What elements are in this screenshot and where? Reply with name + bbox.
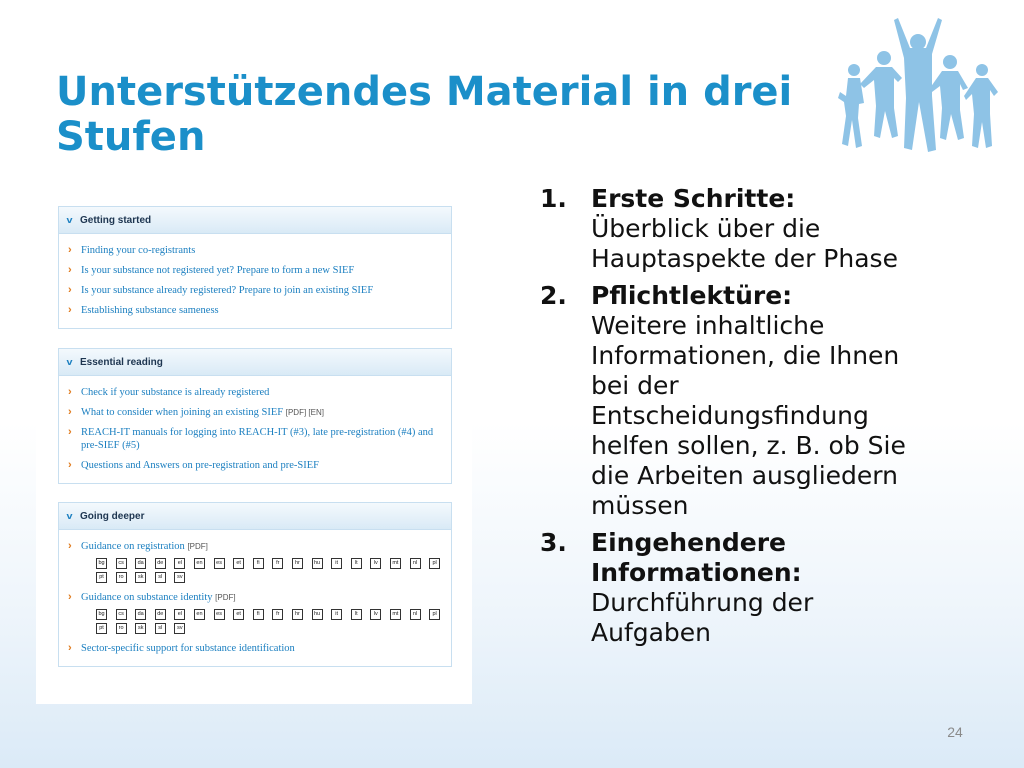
language-link-pl[interactable]: pl — [429, 609, 440, 620]
language-link-hr[interactable]: hr — [292, 558, 303, 569]
language-link-cs[interactable]: cs — [116, 558, 127, 569]
language-link-el[interactable]: el — [174, 558, 185, 569]
language-link-fr[interactable]: fr — [272, 558, 283, 569]
arrow-icon: › — [68, 304, 72, 316]
list-item[interactable]: › What to consider when joining an existing SIEF [PDF] [EN] — [68, 406, 324, 418]
language-link-sl[interactable]: sl — [155, 572, 166, 583]
language-link-lv[interactable]: lv — [370, 609, 381, 620]
language-link-de[interactable]: de — [155, 609, 166, 620]
language-link-ro[interactable]: ro — [116, 572, 127, 583]
arrow-icon: › — [68, 264, 72, 276]
step-item: 3. Eingehendere Informationen: Durchführung der Aufgaben — [540, 528, 814, 647]
arrow-icon: › — [68, 540, 72, 552]
list-item[interactable]: › REACH-IT manuals for logging into REACH-IT (#3), late pre-registration (#4) and pre-SIEF (#5) — [68, 426, 434, 451]
list-item[interactable]: › Guidance on substance identity [PDF] — [68, 591, 236, 603]
list-item[interactable]: › Establishing substance sameness — [68, 304, 219, 316]
language-link-pl[interactable]: pl — [429, 558, 440, 569]
language-link-fi[interactable]: fi — [253, 609, 264, 620]
website-screenshot — [36, 192, 472, 704]
page-number: 24 — [947, 724, 963, 740]
language-links — [67, 609, 451, 634]
list-item[interactable]: › Questions and Answers on pre-registration and pre-SIEF — [68, 459, 319, 471]
language-link-cs[interactable]: cs — [116, 609, 127, 620]
panel-header[interactable]: v Getting started — [59, 207, 451, 234]
arrow-icon: › — [68, 642, 72, 654]
language-link-et[interactable]: et — [233, 609, 244, 620]
format-tag: [PDF] [EN] — [285, 408, 324, 417]
list-item[interactable]: › Is your substance not registered yet? Prepare to form a new SIEF — [68, 264, 355, 276]
language-link-bg[interactable]: bg — [96, 609, 107, 620]
language-link-de[interactable]: de — [155, 558, 166, 569]
list-item[interactable]: › Guidance on registration [PDF] — [68, 540, 208, 552]
language-link-ro[interactable]: ro — [116, 623, 127, 634]
panel-header[interactable]: v Going deeper — [59, 503, 451, 530]
chevron-down-icon: v — [66, 215, 73, 225]
language-link-nl[interactable]: nl — [410, 609, 421, 620]
language-links — [67, 558, 451, 583]
runners-logo-icon — [832, 18, 1004, 158]
list-item[interactable]: › Check if your substance is already registered — [68, 386, 270, 398]
language-link-sv[interactable]: sv — [174, 572, 185, 583]
language-link-da[interactable]: da — [135, 609, 146, 620]
language-link-fi[interactable]: fi — [253, 558, 264, 569]
slide-title: Unterstützendes Material in drei Stufen — [56, 69, 793, 160]
list-item[interactable]: › Is your substance already registered? Prepare to join an existing SIEF — [68, 284, 374, 296]
chevron-down-icon: v — [66, 511, 73, 521]
language-link-it[interactable]: it — [331, 609, 342, 620]
language-link-el[interactable]: el — [174, 609, 185, 620]
language-link-sk[interactable]: sk — [135, 572, 146, 583]
language-link-pt[interactable]: pt — [96, 623, 107, 634]
language-link-mt[interactable]: mt — [390, 558, 401, 569]
language-link-hr[interactable]: hr — [292, 609, 303, 620]
arrow-icon: › — [68, 244, 72, 256]
format-tag: [PDF] — [215, 593, 236, 602]
arrow-icon: › — [68, 406, 72, 418]
panel-header[interactable]: v Essential reading — [59, 349, 451, 376]
language-link-da[interactable]: da — [135, 558, 146, 569]
arrow-icon: › — [68, 591, 72, 603]
language-link-sv[interactable]: sv — [174, 623, 185, 634]
language-link-es[interactable]: es — [214, 558, 225, 569]
step-item: 2. Pflichtlektüre: Weitere inhaltliche Informationen, die Ihnen bei der Entscheidungsfindung helfen sollen, z. B. ob Sie die Arbeiten ausgliedern müssen — [540, 281, 906, 520]
step-item: 1. Erste Schritte: Überblick über die Hauptaspekte der Phase — [540, 184, 898, 273]
arrow-icon: › — [68, 459, 72, 471]
format-tag: [PDF] — [187, 542, 208, 551]
panel-essential-reading — [58, 348, 452, 484]
language-link-en[interactable]: en — [194, 609, 205, 620]
arrow-icon: › — [68, 284, 72, 296]
language-link-mt[interactable]: mt — [390, 609, 401, 620]
language-link-en[interactable]: en — [194, 558, 205, 569]
language-link-sl[interactable]: sl — [155, 623, 166, 634]
panel-getting-started — [58, 206, 452, 329]
language-link-hu[interactable]: hu — [312, 609, 323, 620]
list-item[interactable]: › Sector-specific support for substance identification — [68, 642, 295, 654]
language-link-lt[interactable]: lt — [351, 558, 362, 569]
language-link-es[interactable]: es — [214, 609, 225, 620]
language-link-fr[interactable]: fr — [272, 609, 283, 620]
panel-going-deeper — [58, 502, 452, 667]
language-link-lv[interactable]: lv — [370, 558, 381, 569]
language-link-lt[interactable]: lt — [351, 609, 362, 620]
language-link-pt[interactable]: pt — [96, 572, 107, 583]
language-link-hu[interactable]: hu — [312, 558, 323, 569]
language-link-bg[interactable]: bg — [96, 558, 107, 569]
chevron-down-icon: v — [66, 357, 73, 367]
language-link-it[interactable]: it — [331, 558, 342, 569]
list-item[interactable]: › Finding your co-registrants — [68, 244, 196, 256]
arrow-icon: › — [68, 426, 72, 438]
arrow-icon: › — [68, 386, 72, 398]
language-link-et[interactable]: et — [233, 558, 244, 569]
language-link-sk[interactable]: sk — [135, 623, 146, 634]
language-link-nl[interactable]: nl — [410, 558, 421, 569]
steps-list — [540, 184, 920, 655]
